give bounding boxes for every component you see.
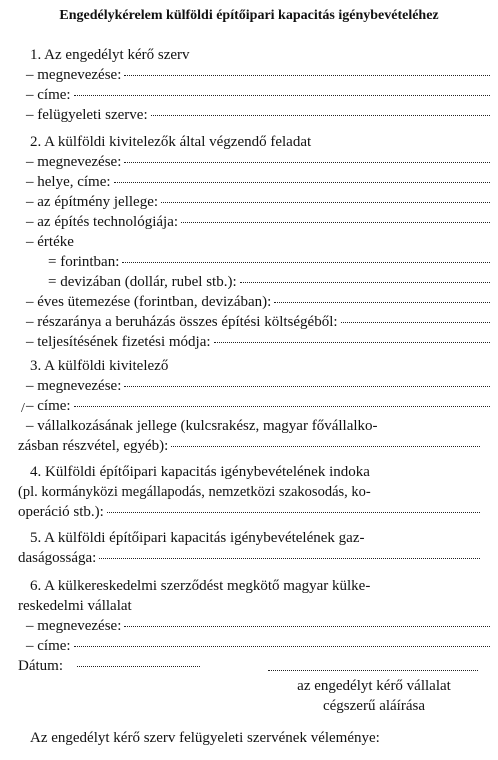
section-6-line-1: 6. A külkereskedelmi szerződést megkötő magyar külke-: [30, 578, 371, 594]
fill-line: [124, 626, 490, 627]
fill-line: [107, 512, 480, 513]
fill-line: [124, 386, 490, 387]
s1-name-label: – megnevezése:: [26, 67, 122, 83]
date-field[interactable]: [18, 656, 208, 676]
s2-value-foreign-field[interactable]: [0, 272, 498, 292]
s5-economy-field[interactable]: [0, 548, 498, 568]
s2-value-huf-label: = forintban:: [48, 254, 120, 270]
s1-address-field[interactable]: [0, 85, 498, 105]
fill-line: [74, 646, 490, 647]
fill-line: [240, 282, 490, 283]
s1-supervisor-field[interactable]: [0, 105, 498, 125]
supervisor-opinion-label: Az engedélyt kérő szerv felügyeleti szervének véleménye:: [30, 730, 380, 746]
s2-payment-label: – teljesítésének fizetési módja:: [26, 334, 211, 350]
fill-line: [124, 75, 490, 76]
fill-line: [181, 222, 490, 223]
s3-nature-field[interactable]: [0, 436, 498, 456]
fill-line: [122, 262, 490, 263]
s3-address-label: – címe:: [26, 398, 71, 414]
section-5-line-1: 5. A külföldi építőipari kapacitás igénybevételének gaz-: [30, 530, 365, 546]
fill-line: [341, 322, 490, 323]
s2-schedule-field[interactable]: [0, 292, 498, 312]
section-2-heading: 2. A külföldi kivitelezők által végzendő feladat: [30, 134, 312, 150]
s2-value-foreign-label: = devizában (dollár, rubel stb.):: [48, 274, 237, 290]
s6-name-field[interactable]: [0, 616, 498, 636]
fill-line: [114, 182, 490, 183]
s6-name-label: – megnevezése:: [26, 618, 122, 634]
form-title: Engedélykérelem külföldi építőipari kapacitás igénybevételéhez: [59, 8, 439, 23]
fill-line: [171, 446, 480, 447]
fill-line: [274, 302, 490, 303]
section-4-line-2: (pl. kormányközi megállapodás, nemzetközi szakosodás, ko-: [18, 484, 371, 500]
fill-line: [77, 666, 200, 667]
s1-name-field[interactable]: [0, 65, 498, 85]
s4-reason-field[interactable]: [0, 502, 498, 522]
signature-label-1: az engedélyt kérő vállalat: [297, 678, 451, 694]
fill-line: [161, 202, 490, 203]
fill-line: [99, 558, 480, 559]
s3-nature-line-1: – vállalkozásának jellege (kulcsrakész, magyar fővállalko-: [26, 418, 378, 434]
s2-share-label: – részaránya a beruházás összes építési költségéből:: [26, 314, 338, 330]
s2-payment-field[interactable]: [0, 332, 498, 352]
s3-name-label: – megnevezése:: [26, 378, 122, 394]
s1-address-label: – címe:: [26, 87, 71, 103]
signature-label-2: cégszerű aláírása: [322, 698, 425, 714]
fill-line: [151, 115, 490, 116]
section-3-heading: 3. A külföldi kivitelező: [30, 358, 169, 374]
fill-line: [74, 95, 490, 96]
fill-line: [214, 342, 490, 343]
s2-value-huf-field[interactable]: [0, 252, 498, 272]
s2-share-field[interactable]: [0, 312, 498, 332]
s2-value-label: – értéke: [26, 234, 74, 250]
fill-line: [74, 406, 490, 407]
s2-technology-field[interactable]: [0, 212, 498, 232]
s2-name-label: – megnevezése:: [26, 154, 122, 170]
s2-location-field[interactable]: [0, 172, 498, 192]
s2-name-field[interactable]: [0, 152, 498, 172]
s4-reason-label: operáció stb.):: [18, 504, 104, 520]
s5-economy-label: daságossága:: [18, 550, 97, 566]
handwritten-mark: /: [21, 401, 25, 416]
s6-address-label: – címe:: [26, 638, 71, 654]
section-1-heading: 1. Az engedélyt kérő szerv: [30, 47, 190, 63]
s2-type-label: – az építmény jellege:: [26, 194, 159, 210]
date-label: Dátum:: [18, 658, 63, 674]
s3-address-field[interactable]: [0, 396, 498, 416]
s2-schedule-label: – éves ütemezése (forintban, devizában):: [26, 294, 272, 310]
s2-type-field[interactable]: [0, 192, 498, 212]
signature-line[interactable]: [268, 670, 478, 671]
s2-technology-label: – az építés technológiája:: [26, 214, 179, 230]
fill-line: [124, 162, 490, 163]
s1-supervisor-label: – felügyeleti szerve:: [26, 107, 148, 123]
s3-nature-label: zásban részvétel, egyéb):: [18, 438, 169, 454]
section-6-line-2: reskedelmi vállalat: [18, 598, 132, 614]
s2-location-label: – helye, címe:: [26, 174, 111, 190]
s3-name-field[interactable]: [0, 376, 498, 396]
section-4-line-1: 4. Külföldi építőipari kapacitás igénybevételének indoka: [30, 464, 370, 480]
s6-address-field[interactable]: [0, 636, 498, 656]
